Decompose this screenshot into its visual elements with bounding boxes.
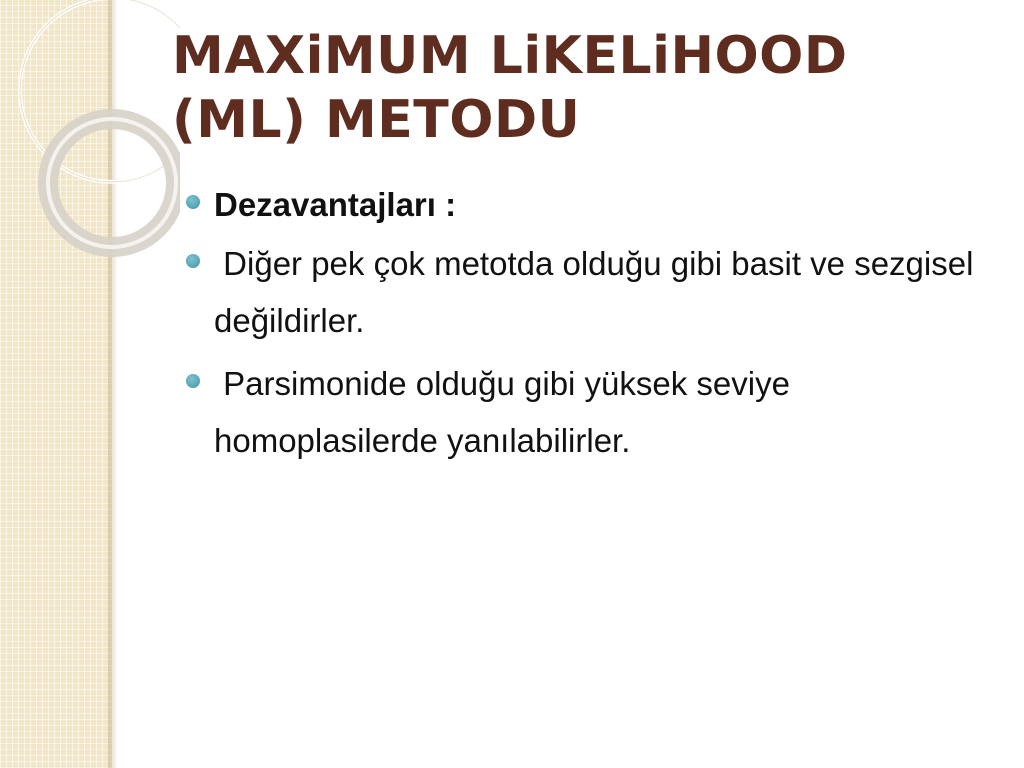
bullet-text: Diğer pek çok metotda olduğu gibi basit ve sezgisel değildirler. [214,245,983,339]
bullet-dot-icon [186,254,200,268]
bullet-list [186,176,986,475]
slide-title [172,24,972,152]
bullet-item-not-simple [186,235,986,349]
bullet-dot-icon [186,374,200,388]
bullet-text: Parsimonide olduğu gibi yüksek seviye homoplasilerde yanılabilirler. [214,365,800,459]
bullet-item-homoplasy [186,355,986,469]
bullet-dot-icon [186,195,200,209]
bullet-text: Dezavantajları : [214,186,457,223]
decorative-rings-icon [0,0,180,280]
slide-title-line-2: (ML) METODU [172,90,581,150]
bullet-item-disadvantages-heading [186,176,986,233]
slide-title-line-1: MAXiMUM LiKELiHOOD [172,26,848,86]
